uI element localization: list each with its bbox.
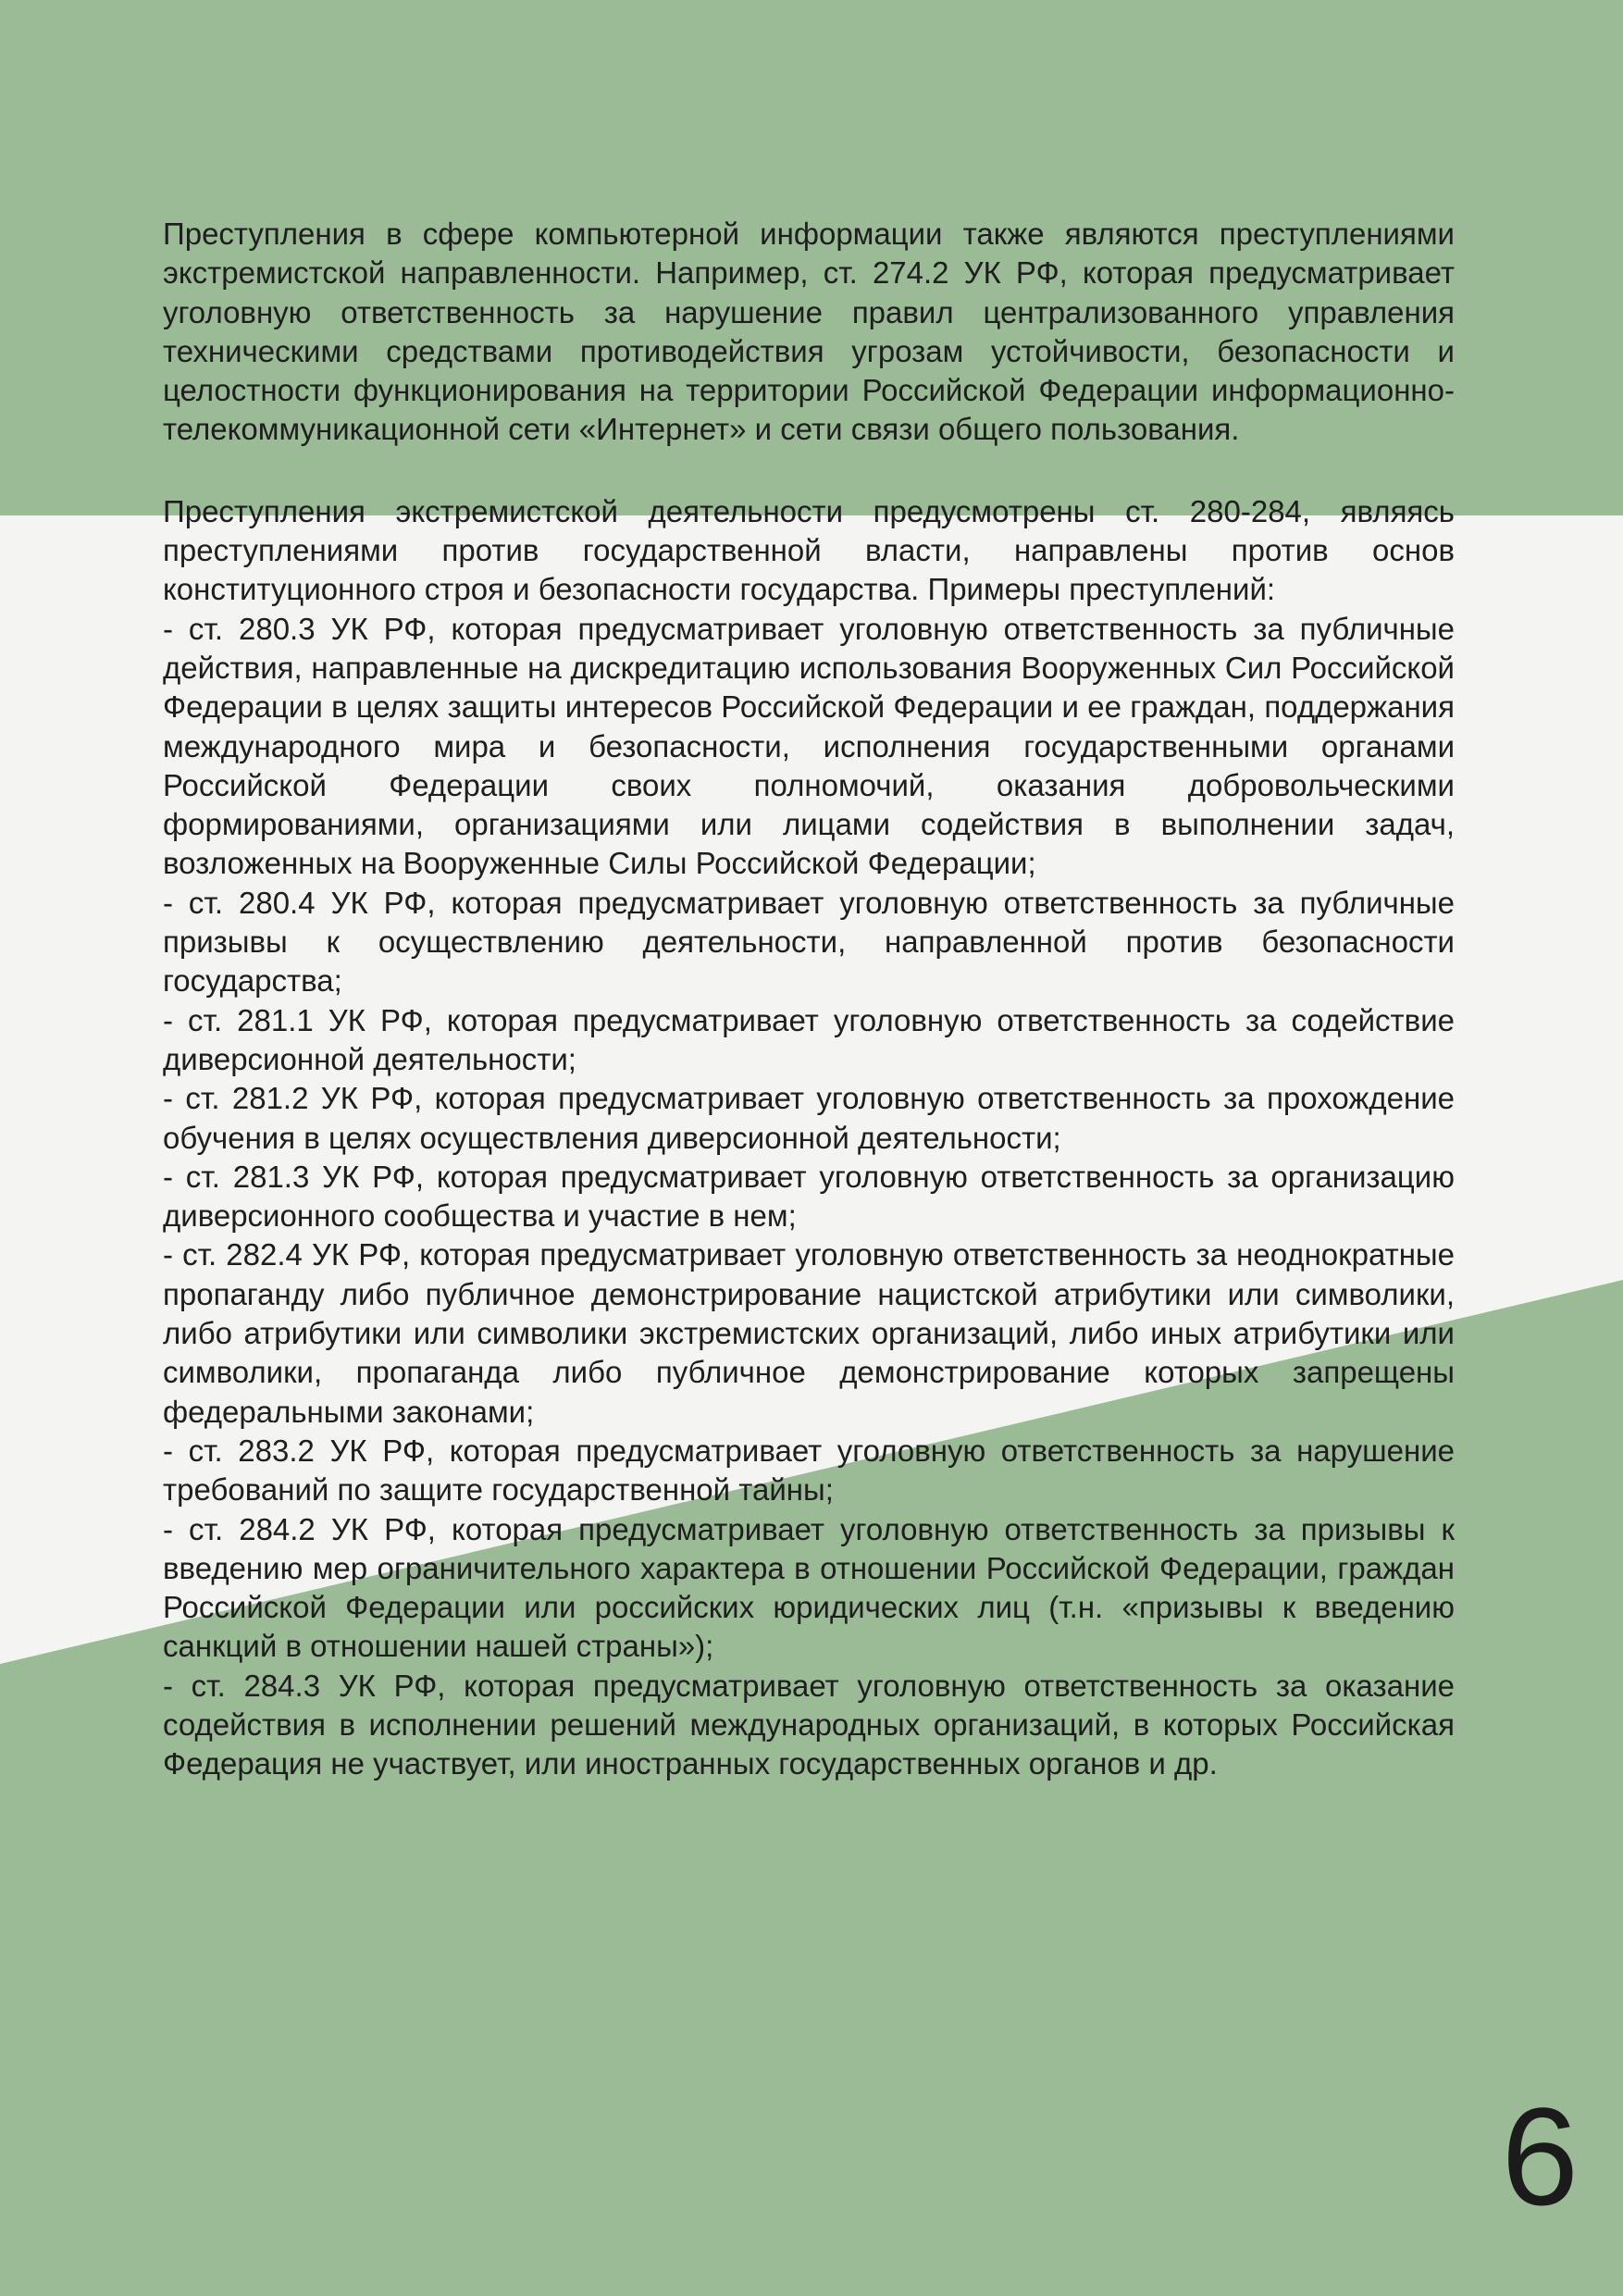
page-number: 6 (1501, 2079, 1579, 2234)
list-item: - ст. 284.3 УК РФ, которая предусматривает уголовную ответственность за оказание содействия в исполнении решений международных организаций, в которых Российская Федерация не участвует, или иностранных государственных органов и др. (163, 1668, 1455, 1781)
intro-paragraph: Преступления в сфере компьютерной информации также являются преступлениями экстремистской направленности. Например, ст. 274.2 УК РФ, которая предусматривает уголовную ответственность за нарушение правил централизованного управления техническими средствами противодействия угрозам устойчивости, безопасности и целостности функционирования на территории Российской Федерации информационно-телекоммуникационной сети «Интернет» и сети связи общего пользования. (163, 217, 1455, 447)
list-item: - ст. 280.4 УК РФ, которая предусматривает уголовную ответственность за публичные призывы к осуществлению деятельности, направленной против безопасности государства; (163, 885, 1455, 999)
list-item: - ст. 280.3 УК РФ, которая предусматривает уголовную ответственность за публичные действия, направленные на дискредитацию использования Вооруженных Сил Российской Федерации в целях защиты интересов Российской Федерации и ее граждан, поддержания международного мира и безопасности, исполнения государственными органами Российской Федерации своих полномочий, оказания добровольческими формированиями, организациями или лицами содействия в выполнении задач, возложенных на Вооруженные Силы Российской Федерации; (163, 611, 1455, 881)
list-item: - ст. 284.2 УК РФ, которая предусматривает уголовную ответственность за призывы к введению мер ограничительного характера в отношении Российской Федерации, граждан Российской Федерации или российских юридических лиц (т.н. «призывы к введению санкций в отношении нашей страны»); (163, 1511, 1455, 1664)
list-item: - ст. 281.3 УК РФ, которая предусматривает уголовную ответственность за организацию диверсионного сообщества и участие в нем; (163, 1159, 1455, 1234)
list-item: - ст. 281.2 УК РФ, которая предусматривает уголовную ответственность за прохождение обучения в целях осуществления диверсионной деятельности; (163, 1081, 1455, 1155)
list-item: - ст. 282.4 УК РФ, которая предусматривает уголовную ответственность за неоднократные пропаганду либо публичное демонстрирование нацистской атрибутики или символики, либо атрибутики или символики экстремистских организаций, либо иных атрибутики или символики, пропаганда либо публичное демонстрирование которых запрещены федеральными законами; (163, 1237, 1455, 1429)
lead-paragraph: Преступления экстремистской деятельности предусмотрены ст. 280-284, являясь преступлениями против государственной власти, направлены против основ конституционного строя и безопасности государства. Примеры преступлений: (163, 493, 1455, 607)
main-text (163, 215, 1455, 1784)
list-item: - ст. 281.1 УК РФ, которая предусматривает уголовную ответственность за содействие диверсионной деятельности; (163, 1002, 1455, 1076)
list-item: - ст. 283.2 УК РФ, которая предусматривает уголовную ответственность за нарушение требований по защите государственной тайны; (163, 1433, 1455, 1508)
